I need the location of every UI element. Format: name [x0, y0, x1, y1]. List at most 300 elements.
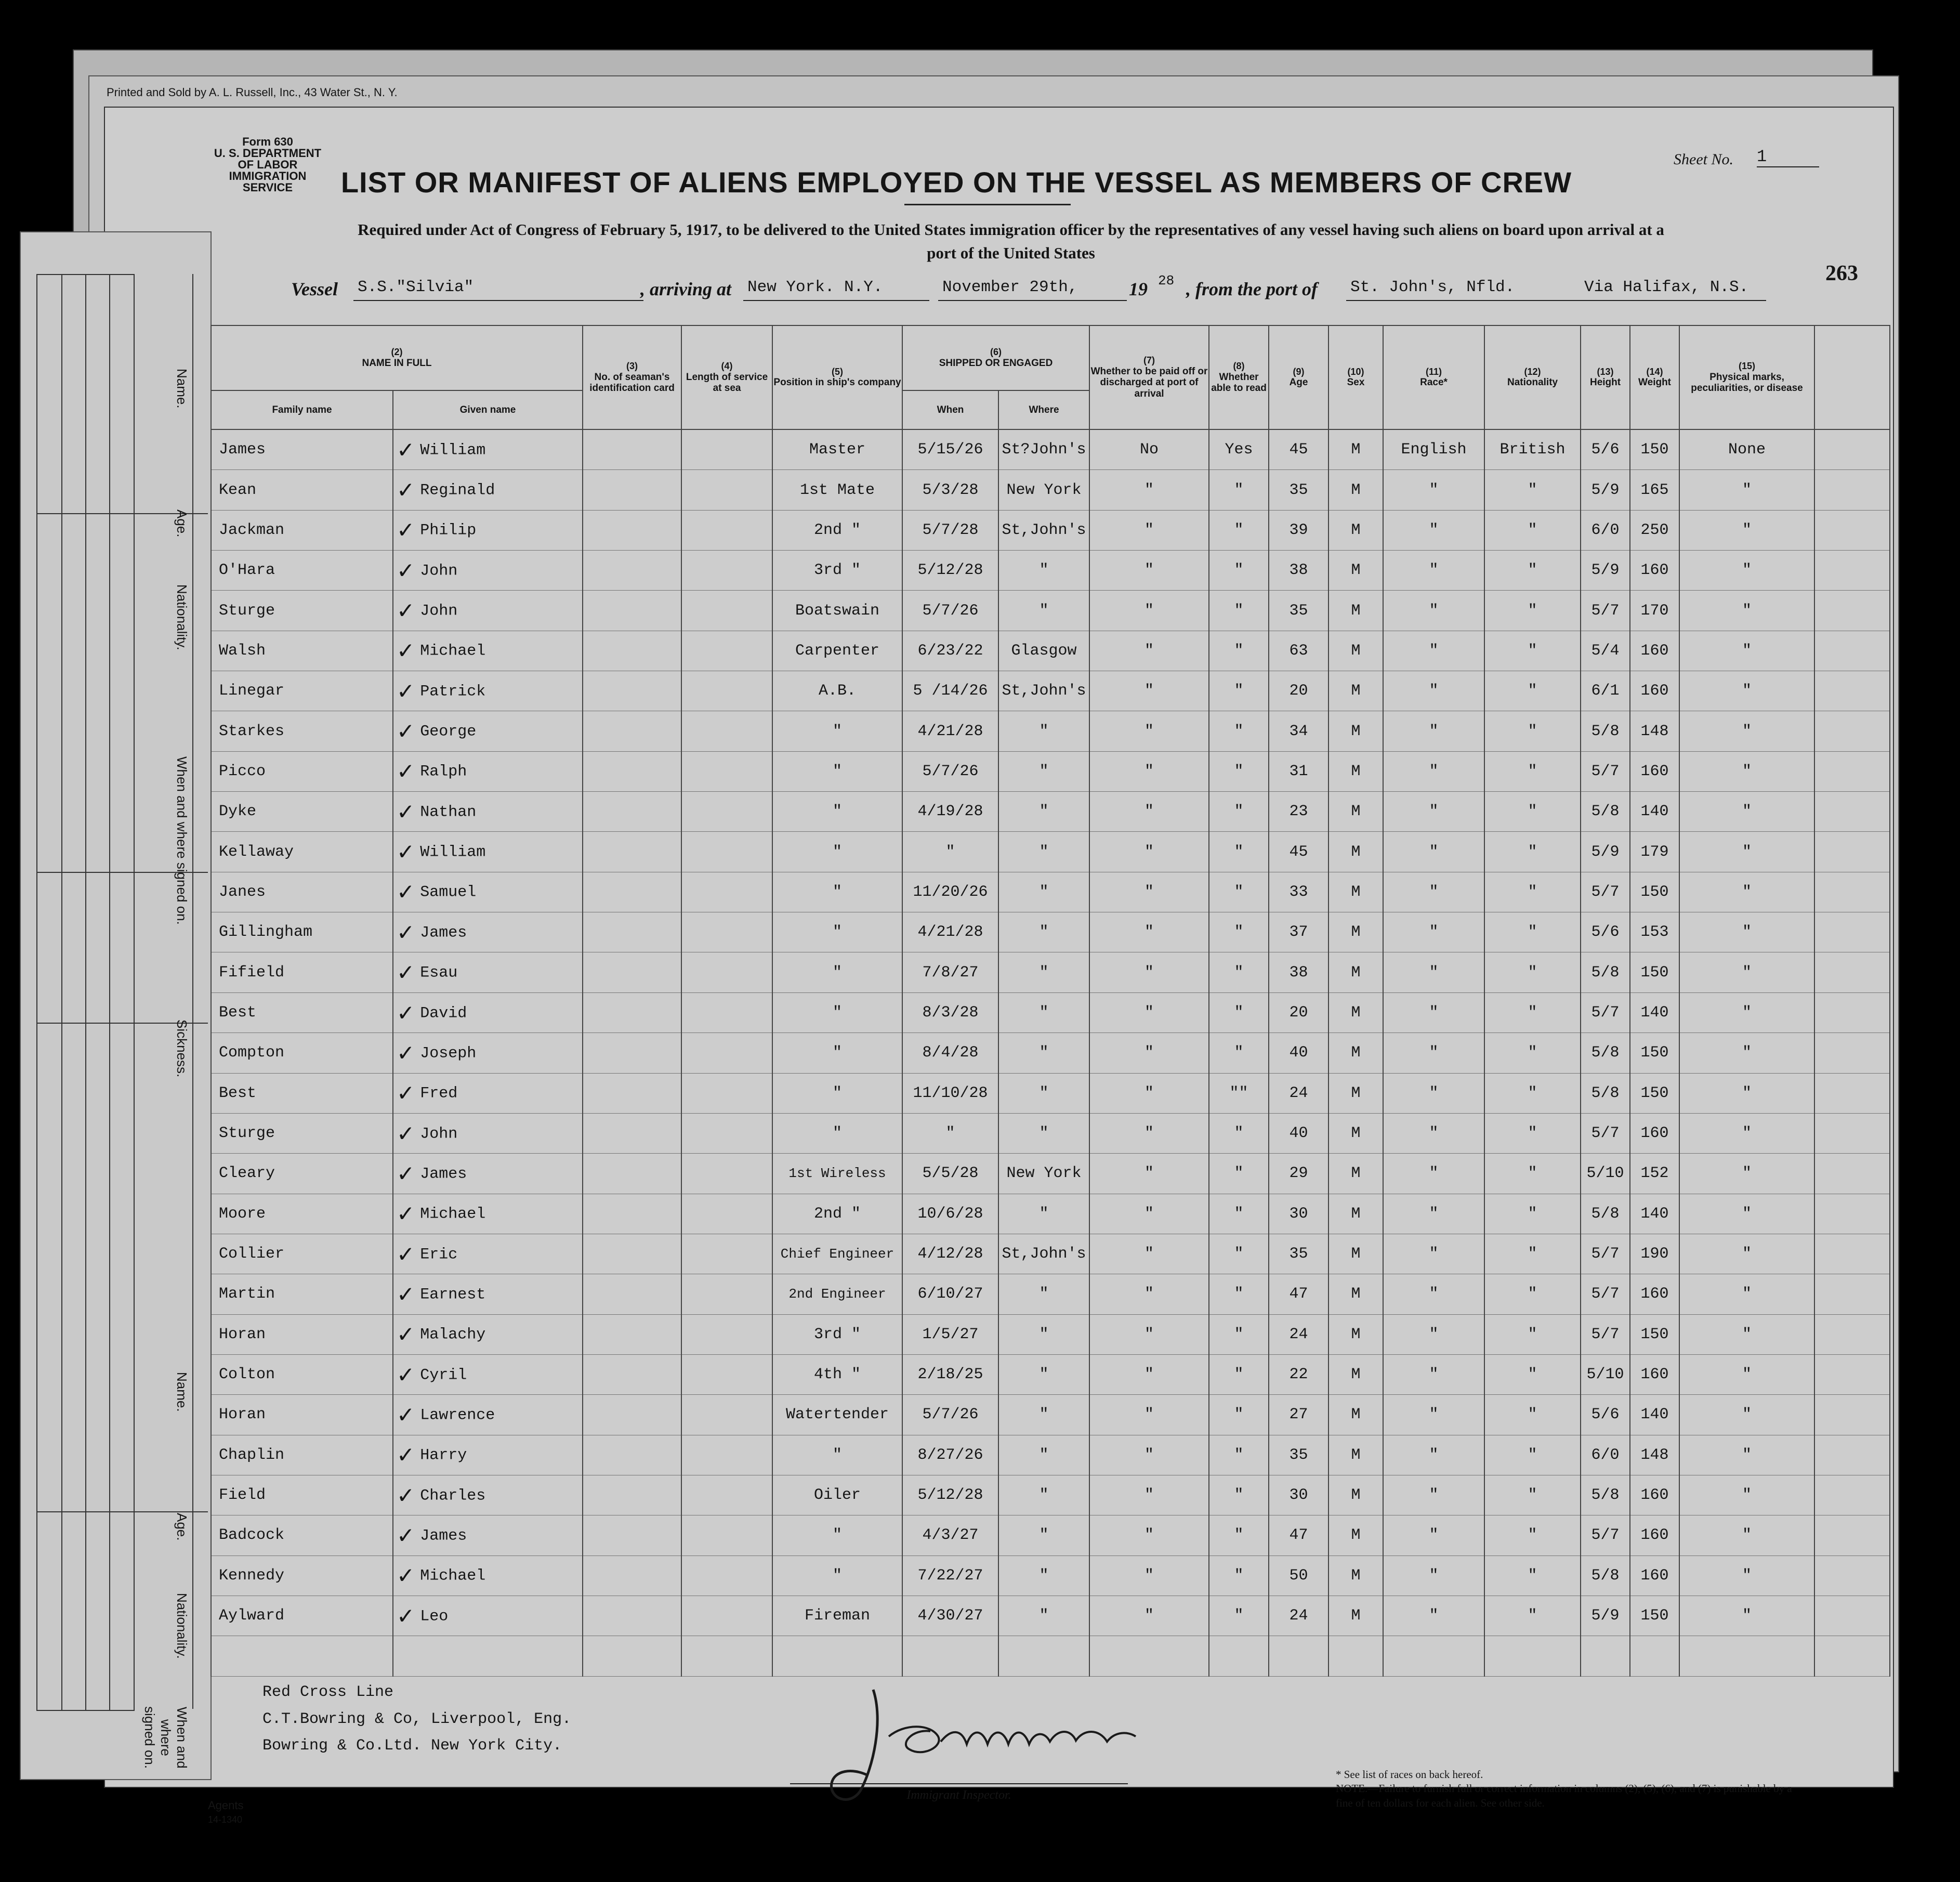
blank-cell [1814, 1314, 1890, 1354]
race-cell: " [1383, 1435, 1484, 1475]
shipped-where-cell: " [998, 1194, 1089, 1234]
given-name-text: James [420, 924, 467, 942]
age-header: (9) Age [1269, 325, 1328, 429]
stub-label-age-2: Age. [174, 1513, 190, 1541]
physical-marks-cell: " [1679, 792, 1814, 832]
height-cell: 6/1 [1581, 671, 1630, 711]
blank-cell [1484, 1636, 1581, 1677]
nationality-cell: " [1484, 1475, 1581, 1515]
check-mark-icon: ✓ [397, 557, 415, 583]
shipped-when-cell: 7/22/27 [902, 1556, 998, 1596]
year-value: 28 [1158, 273, 1175, 289]
weight-cell: 179 [1630, 832, 1679, 872]
age-cell: 50 [1269, 1556, 1328, 1596]
length-of-service-cell [681, 1234, 772, 1274]
footnote-races: * See list of races on back hereof. [1336, 1768, 1483, 1781]
shipped-where-cell: St,John's [998, 671, 1089, 711]
blank-cell [1328, 1636, 1383, 1677]
height-cell: 5/9 [1581, 551, 1630, 591]
weight-cell: 148 [1630, 1435, 1679, 1475]
weight-cell: 150 [1630, 1033, 1679, 1073]
nationality-cell: " [1484, 551, 1581, 591]
length-of-service-cell [681, 671, 772, 711]
blank-cell [1089, 1636, 1209, 1677]
race-cell: " [1383, 1515, 1484, 1556]
given-name-text: Michael [420, 1205, 486, 1223]
table-row [211, 1515, 1890, 1556]
length-of-service-cell [681, 872, 772, 912]
paid-off-header: (7) Whether to be paid off or discharged at port of arrival [1089, 325, 1209, 429]
weight-cell: 140 [1630, 792, 1679, 832]
sex-cell: M [1328, 470, 1383, 510]
race-cell: " [1383, 1556, 1484, 1596]
nationality-cell: " [1484, 1515, 1581, 1556]
shipped-where-cell: " [998, 952, 1089, 992]
height-cell: 5/7 [1581, 591, 1630, 631]
height-cell: 5/7 [1581, 1314, 1630, 1354]
id-card-cell [583, 1435, 681, 1475]
height-cell: 6/0 [1581, 1435, 1630, 1475]
given-name-cell [393, 1354, 583, 1394]
length-of-service-cell [681, 1395, 772, 1435]
blank-cell [1814, 1636, 1890, 1677]
check-mark-icon: ✓ [397, 839, 415, 865]
age-cell: 24 [1269, 1314, 1328, 1354]
age-cell: 63 [1269, 631, 1328, 671]
able-to-read-cell: " [1209, 1556, 1269, 1596]
height-cell: 5/7 [1581, 1274, 1630, 1314]
physical-marks-cell: " [1679, 1475, 1814, 1515]
age-cell: 35 [1269, 470, 1328, 510]
table-row [211, 832, 1890, 872]
height-cell: 5/8 [1581, 711, 1630, 751]
family-name-cell: Martin [211, 1274, 393, 1314]
given-name-text: Fred [420, 1084, 458, 1103]
length-of-service-cell [681, 751, 772, 791]
departure-port: St. John's, Nfld. [1346, 278, 1766, 301]
arriving-label: , arriving at [640, 279, 732, 299]
given-name-cell [393, 832, 583, 872]
given-name-text: George [420, 723, 477, 741]
length-of-service-cell [681, 470, 772, 510]
table-row [211, 1234, 1890, 1274]
sex-cell: M [1328, 1113, 1383, 1153]
given-name-cell [393, 1596, 583, 1636]
id-card-cell [583, 872, 681, 912]
able-to-read-cell: " [1209, 591, 1269, 631]
weight-cell: 160 [1630, 1113, 1679, 1153]
given-name-cell [393, 711, 583, 751]
sex-cell: M [1328, 872, 1383, 912]
family-name-cell: Walsh [211, 631, 393, 671]
blank-cell [1814, 1194, 1890, 1234]
weight-cell: 160 [1630, 1515, 1679, 1556]
shipped-where-cell: " [998, 792, 1089, 832]
given-name-cell [393, 470, 583, 510]
check-mark-icon: ✓ [397, 1000, 415, 1026]
family-name-cell: Field [211, 1475, 393, 1515]
race-cell: " [1383, 551, 1484, 591]
discharge-stub [20, 231, 212, 1780]
given-name-cell [393, 1435, 583, 1475]
position-cell: " [772, 711, 902, 751]
family-name-cell: Best [211, 992, 393, 1033]
given-name-cell [393, 1234, 583, 1274]
able-to-read-cell: " [1209, 1033, 1269, 1073]
shipped-where-cell: New York [998, 470, 1089, 510]
blank-cell [393, 1636, 583, 1677]
table-row [211, 1556, 1890, 1596]
sex-cell: M [1328, 591, 1383, 631]
where-header: Where [998, 390, 1089, 429]
shipped-when-cell: 8/4/28 [902, 1033, 998, 1073]
position-cell: " [772, 1113, 902, 1153]
blank-cell [1814, 429, 1890, 470]
id-card-cell [583, 1033, 681, 1073]
shipped-when-cell: 6/23/22 [902, 631, 998, 671]
nationality-cell: " [1484, 1113, 1581, 1153]
id-card-header: (3) No. of seaman's identification card [583, 325, 681, 429]
height-header: (13) Height [1581, 325, 1630, 429]
id-card-cell [583, 1556, 681, 1596]
age-cell: 22 [1269, 1354, 1328, 1394]
shipped-where-cell: " [998, 1354, 1089, 1394]
sex-cell: M [1328, 1154, 1383, 1194]
paid-off-cell: " [1089, 1596, 1209, 1636]
blank-cell [1814, 1475, 1890, 1515]
id-card-cell [583, 1194, 681, 1234]
sex-cell: M [1328, 1033, 1383, 1073]
table-row [211, 1435, 1890, 1475]
position-cell: Master [772, 429, 902, 470]
position-cell: 2nd Engineer [772, 1274, 902, 1314]
race-cell: " [1383, 832, 1484, 872]
race-cell: " [1383, 1154, 1484, 1194]
blank-cell [1383, 1636, 1484, 1677]
race-cell: " [1383, 1113, 1484, 1153]
age-cell: 29 [1269, 1154, 1328, 1194]
race-cell: " [1383, 1314, 1484, 1354]
given-name-text: John [420, 562, 458, 580]
family-name-cell: Badcock [211, 1515, 393, 1556]
able-to-read-cell: " [1209, 1154, 1269, 1194]
sex-cell: M [1328, 1395, 1383, 1435]
length-of-service-cell [681, 429, 772, 470]
physical-marks-cell: " [1679, 470, 1814, 510]
family-name-cell: Moore [211, 1194, 393, 1234]
physical-marks-cell: " [1679, 1154, 1814, 1194]
position-cell: " [772, 1556, 902, 1596]
nationality-cell: " [1484, 510, 1581, 550]
family-name-cell: Cleary [211, 1154, 393, 1194]
weight-cell: 140 [1630, 992, 1679, 1033]
inspector-signature-line [790, 1783, 1128, 1784]
height-cell: 5/8 [1581, 1556, 1630, 1596]
shipped-when-cell: 5/7/26 [902, 751, 998, 791]
age-cell: 27 [1269, 1395, 1328, 1435]
length-of-service-cell [681, 1274, 772, 1314]
able-to-read-cell: " [1209, 1596, 1269, 1636]
blank-cell [1814, 470, 1890, 510]
height-cell: 5/9 [1581, 832, 1630, 872]
race-cell: " [1383, 1073, 1484, 1113]
shipped-where-cell: New York [998, 1154, 1089, 1194]
sex-cell: M [1328, 1515, 1383, 1556]
check-mark-icon: ✓ [397, 919, 415, 945]
weight-cell: 150 [1630, 1073, 1679, 1113]
blank-row [211, 1636, 1890, 1677]
paid-off-cell: " [1089, 1354, 1209, 1394]
shipped-where-cell: " [998, 591, 1089, 631]
paid-off-cell: " [1089, 671, 1209, 711]
family-name-cell: Compton [211, 1033, 393, 1073]
able-to-read-cell: " [1209, 952, 1269, 992]
position-cell: " [772, 832, 902, 872]
id-card-cell [583, 992, 681, 1033]
given-name-text: Michael [420, 1567, 486, 1585]
height-cell: 5/9 [1581, 470, 1630, 510]
shipped-when-cell: 11/20/26 [902, 872, 998, 912]
able-to-read-cell: " [1209, 470, 1269, 510]
given-name-cell [393, 671, 583, 711]
race-cell: " [1383, 992, 1484, 1033]
blank-cell [583, 1636, 681, 1677]
position-cell: Watertender [772, 1395, 902, 1435]
stub-divider [192, 274, 193, 1709]
nationality-cell: " [1484, 1154, 1581, 1194]
id-card-cell [583, 1073, 681, 1113]
stub-label-name-2: Name. [174, 1371, 190, 1412]
given-name-cell [393, 631, 583, 671]
blank-cell [1814, 1274, 1890, 1314]
height-cell: 5/8 [1581, 952, 1630, 992]
race-cell: " [1383, 470, 1484, 510]
shipped-when-cell: 1/5/27 [902, 1314, 998, 1354]
sex-cell: M [1328, 671, 1383, 711]
age-cell: 35 [1269, 1435, 1328, 1475]
able-to-read-cell: " [1209, 671, 1269, 711]
sex-cell: M [1328, 1234, 1383, 1274]
table-row [211, 470, 1890, 510]
family-name-cell: Kellaway [211, 832, 393, 872]
shipped-when-cell: " [902, 832, 998, 872]
table-row [211, 1274, 1890, 1314]
position-cell: 2nd " [772, 510, 902, 550]
position-cell: Fireman [772, 1596, 902, 1636]
shipped-where-cell: " [998, 1033, 1089, 1073]
vessel-label: Vessel [291, 279, 338, 299]
shipped-when-cell: 4/19/28 [902, 792, 998, 832]
able-to-read-cell: " [1209, 1475, 1269, 1515]
shipped-when-cell: 8/27/26 [902, 1435, 998, 1475]
blank-cell [1814, 1515, 1890, 1556]
blank-cell [1814, 671, 1890, 711]
stub-rule [85, 275, 86, 1710]
paid-off-cell: " [1089, 792, 1209, 832]
able-to-read-cell: " [1209, 1314, 1269, 1354]
height-cell: 5/7 [1581, 751, 1630, 791]
blank-cell [998, 1636, 1089, 1677]
shipped-where-cell: " [998, 912, 1089, 952]
id-card-cell [583, 912, 681, 952]
shipped-where-cell: " [998, 1435, 1089, 1475]
given-name-cell [393, 1274, 583, 1314]
shipped-when-cell: 5/12/28 [902, 551, 998, 591]
stub-label-when-where-2: When and where signed on. [142, 1706, 190, 1769]
agents-code: 14-1340 [208, 1814, 243, 1825]
able-to-read-cell: " [1209, 1515, 1269, 1556]
table-row [211, 429, 1890, 470]
paid-off-cell: " [1089, 1073, 1209, 1113]
table-row [211, 1033, 1890, 1073]
blank-cell [1814, 1556, 1890, 1596]
family-name-cell: Best [211, 1073, 393, 1113]
table-row [211, 792, 1890, 832]
given-name-text: Esau [420, 964, 458, 982]
weight-cell: 150 [1630, 952, 1679, 992]
given-name-cell [393, 1113, 583, 1153]
agent-line-3: Bowring & Co.Ltd. New York City. [262, 1737, 562, 1755]
blank-cell [1814, 1033, 1890, 1073]
sex-cell: M [1328, 1274, 1383, 1314]
family-name-cell: Kean [211, 470, 393, 510]
age-cell: 45 [1269, 429, 1328, 470]
race-cell: " [1383, 952, 1484, 992]
given-name-text: Cyril [420, 1366, 467, 1384]
weight-cell: 150 [1630, 872, 1679, 912]
shipped-where-cell: St,John's [998, 1234, 1089, 1274]
given-name-cell [393, 591, 583, 631]
blank-cell [902, 1636, 998, 1677]
shipped-where-cell: " [998, 872, 1089, 912]
able-to-read-cell: " [1209, 1234, 1269, 1274]
position-cell: A.B. [772, 671, 902, 711]
age-cell: 30 [1269, 1475, 1328, 1515]
shipped-when-cell: 4/30/27 [902, 1596, 998, 1636]
race-cell: " [1383, 711, 1484, 751]
check-mark-icon: ✓ [397, 879, 415, 905]
blank-cell [1814, 872, 1890, 912]
check-mark-icon: ✓ [397, 1442, 415, 1468]
age-cell: 23 [1269, 792, 1328, 832]
page-subtitle [192, 218, 1830, 265]
physical-marks-cell: None [1679, 429, 1814, 470]
given-name-cell [393, 510, 583, 550]
family-name-cell: Dyke [211, 792, 393, 832]
shipped-when-cell: 4/12/28 [902, 1234, 998, 1274]
nationality-cell: " [1484, 872, 1581, 912]
age-cell: 35 [1269, 1234, 1328, 1274]
sex-cell: M [1328, 751, 1383, 791]
weight-cell: 150 [1630, 1596, 1679, 1636]
paid-off-cell: " [1089, 1515, 1209, 1556]
given-name-text: Reginald [420, 481, 495, 500]
length-of-service-cell [681, 792, 772, 832]
given-name-text: Nathan [420, 803, 477, 821]
paid-off-cell: " [1089, 1113, 1209, 1153]
physical-marks-cell: " [1679, 1234, 1814, 1274]
shipped-where-cell: " [998, 832, 1089, 872]
id-card-cell [583, 429, 681, 470]
shipped-where-cell: Glasgow [998, 631, 1089, 671]
family-name-cell: Aylward [211, 1596, 393, 1636]
blank-cell [1209, 1636, 1269, 1677]
nationality-cell: " [1484, 1596, 1581, 1636]
paid-off-cell: " [1089, 551, 1209, 591]
check-mark-icon: ✓ [397, 799, 415, 825]
shipped-where-cell: " [998, 1395, 1089, 1435]
paid-off-cell: " [1089, 1194, 1209, 1234]
id-card-cell [583, 1314, 681, 1354]
length-of-service-cell [681, 832, 772, 872]
weight-cell: 148 [1630, 711, 1679, 751]
shipped-when-cell: 2/18/25 [902, 1354, 998, 1394]
weight-cell: 160 [1630, 1354, 1679, 1394]
physical-marks-cell: " [1679, 1314, 1814, 1354]
given-name-cell [393, 429, 583, 470]
shipped-where-cell: " [998, 1515, 1089, 1556]
stub-label-when-where: When and where signed on. [174, 756, 190, 925]
id-card-cell [583, 711, 681, 751]
family-name-cell: Kennedy [211, 1556, 393, 1596]
shipped-when-cell: 5/7/28 [902, 510, 998, 550]
id-card-cell [583, 671, 681, 711]
given-name-text: Leo [420, 1607, 449, 1626]
shipped-when-cell: 5/5/28 [902, 1154, 998, 1194]
sex-cell: M [1328, 832, 1383, 872]
paid-off-cell: " [1089, 751, 1209, 791]
check-mark-icon: ✓ [397, 477, 415, 503]
able-to-read-cell: " [1209, 1395, 1269, 1435]
page-title: LIST OR MANIFEST OF ALIENS EMPLOYED ON THE VESSEL AS MEMBERS OF CREW [340, 166, 1572, 199]
shipped-where-cell: " [998, 1556, 1089, 1596]
check-mark-icon: ✓ [397, 759, 415, 785]
length-of-service-cell [681, 1515, 772, 1556]
nationality-cell: " [1484, 1314, 1581, 1354]
given-name-text: William [420, 441, 486, 460]
check-mark-icon: ✓ [397, 718, 415, 744]
length-of-service-cell [681, 1033, 772, 1073]
weight-cell: 140 [1630, 1395, 1679, 1435]
subtitle-line-2: port of the United States [927, 243, 1095, 262]
sex-header: (10) Sex [1328, 325, 1383, 429]
race-cell: " [1383, 1274, 1484, 1314]
given-name-text: Charles [420, 1487, 486, 1505]
shipped-where-cell: " [998, 1314, 1089, 1354]
paid-off-cell: No [1089, 429, 1209, 470]
able-to-read-cell: " [1209, 792, 1269, 832]
agent-line-2: C.T.Bowring & Co, Liverpool, Eng. [262, 1710, 572, 1728]
weight-cell: 140 [1630, 1194, 1679, 1234]
weight-cell: 170 [1630, 591, 1679, 631]
stamp-number: 263 [1825, 262, 1858, 285]
weight-cell: 160 [1630, 1274, 1679, 1314]
position-cell: 4th " [772, 1354, 902, 1394]
physical-marks-cell: " [1679, 1556, 1814, 1596]
able-to-read-cell: " [1209, 711, 1269, 751]
blank-cell [772, 1636, 902, 1677]
shipped-where-cell: " [998, 751, 1089, 791]
subtitle-line-1: Required under Act of Congress of February 5, 1917, to be delivered to the United States immigration officer by the representatives of any vessel having such aliens on board upon arrival at a [358, 220, 1664, 239]
physical-marks-cell: " [1679, 1033, 1814, 1073]
given-name-cell [393, 1475, 583, 1515]
physical-marks-cell: " [1679, 751, 1814, 791]
check-mark-icon: ✓ [397, 960, 415, 986]
physical-marks-cell: " [1679, 1274, 1814, 1314]
check-mark-icon: ✓ [397, 1201, 415, 1227]
age-cell: 47 [1269, 1274, 1328, 1314]
stub-label-age: Age. [174, 509, 190, 538]
